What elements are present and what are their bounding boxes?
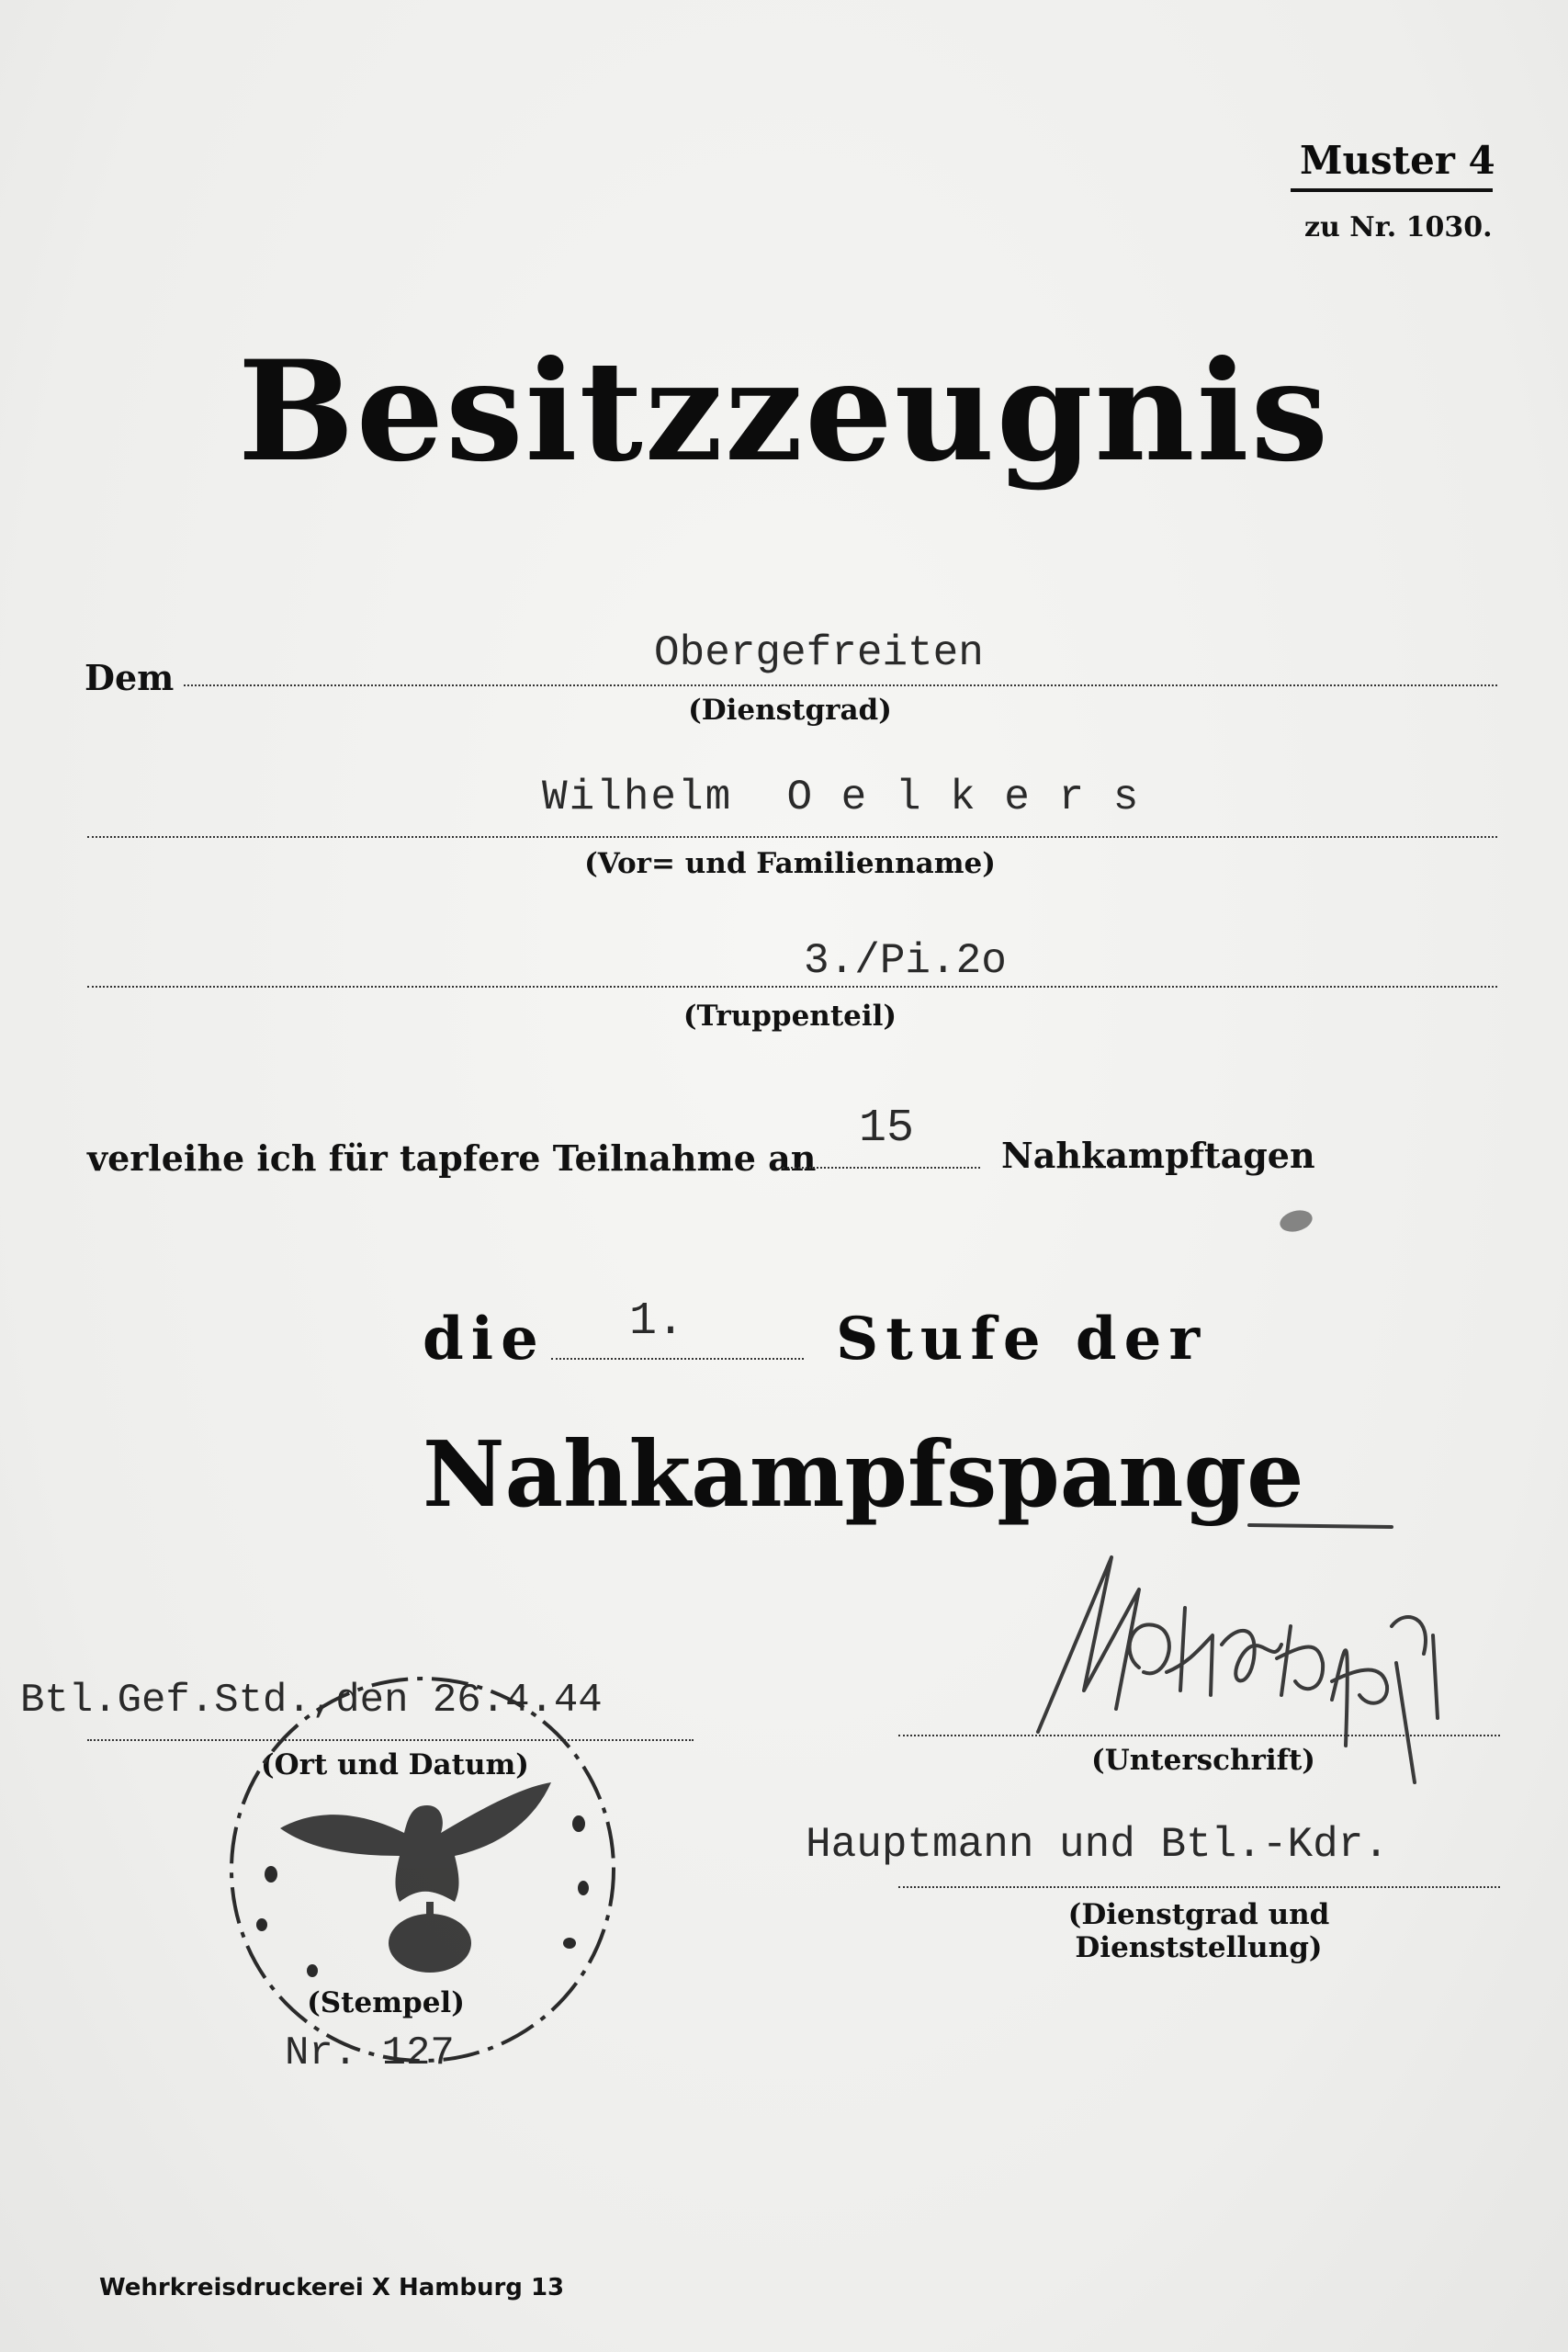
name-value: Wilhelm O e l k e r s	[542, 774, 1141, 821]
days-dotted-line	[783, 1167, 980, 1169]
signature-dotted-line	[898, 1735, 1500, 1736]
form-label-underline	[1291, 188, 1493, 192]
days-value: 15	[859, 1102, 915, 1155]
eagle-emblem-icon	[280, 1782, 551, 1973]
award-text-before: verleihe ich für tapfere Teilnahme an	[87, 1137, 817, 1179]
name-dotted-line	[87, 836, 1497, 838]
stamp-number: Nr. 127	[285, 2030, 455, 2076]
signature-caption: (Unterschrift)	[1091, 1744, 1315, 1777]
document-title: Besitzzeugnis	[237, 331, 1331, 492]
ink-blot	[1278, 1207, 1314, 1236]
form-reference: zu Nr. 1030.	[1304, 211, 1493, 243]
unit-dotted-line	[87, 986, 1497, 988]
stage-value: 1.	[629, 1295, 685, 1348]
signer-caption: (Dienstgrad und Dienststellung)	[1067, 1898, 1330, 1964]
unit-caption: (Truppenteil)	[682, 1000, 897, 1033]
stage-dotted-line	[551, 1358, 804, 1360]
signer-value: Hauptmann und Btl.-Kdr.	[806, 1821, 1389, 1869]
recipient-prefix: Dem	[85, 657, 175, 698]
printer-imprint: Wehrkreisdruckerei X Hamburg 13	[99, 2274, 565, 2301]
signer-dotted-line	[898, 1886, 1500, 1888]
rank-value: Obergefreiten	[654, 629, 984, 677]
rank-dotted-line	[184, 684, 1497, 686]
rank-caption: (Dienstgrad)	[688, 694, 892, 727]
place-date-value: Btl.Gef.Std.,den 26.4.44	[20, 1678, 603, 1724]
stage-word-die: die	[423, 1305, 546, 1374]
stamp-caption: (Stempel)	[307, 1986, 465, 2019]
unit-value: 3./Pi.2o	[804, 937, 1007, 985]
award-name: Nahkampfspange	[423, 1422, 1304, 1528]
award-text-after: Nahkampftagen	[1001, 1135, 1315, 1176]
name-caption: (Vor= und Familienname)	[584, 847, 996, 880]
stage-text-after: Stufe der	[836, 1305, 1208, 1374]
form-label: Muster 4	[1300, 138, 1495, 183]
place-date-caption: (Ort und Datum)	[261, 1748, 529, 1781]
